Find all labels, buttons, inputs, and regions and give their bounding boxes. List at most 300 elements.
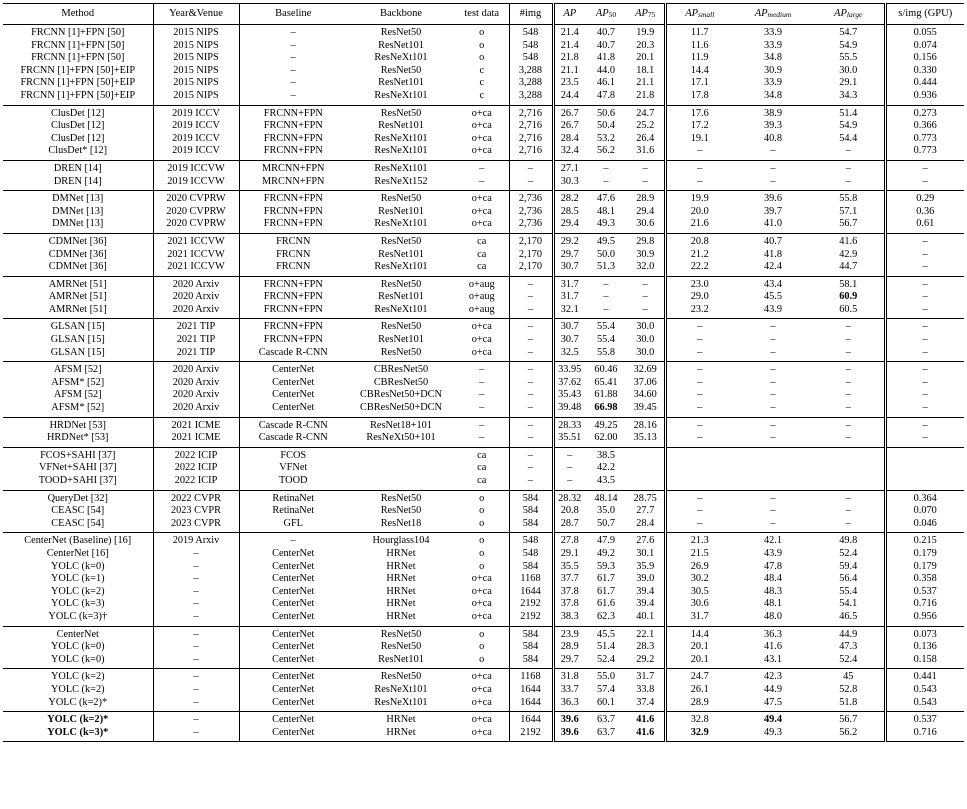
cell-img: – (509, 475, 553, 490)
cell-baseline: FRCNN+FPN (263, 205, 323, 217)
cell-ap-large: 54.9 (813, 40, 885, 53)
cell-ap: 28.4 (560, 132, 579, 144)
cell-speed: 0.158 (913, 653, 937, 665)
cell-img: 3,288 (509, 65, 553, 78)
cell-method: YOLC (k=1) (3, 573, 153, 586)
cell-ap-medium: – (770, 321, 776, 333)
header-year-venue: Year&Venue (153, 4, 239, 25)
cell-ap: 28.9 (560, 641, 579, 653)
cell-ap-medium: 48.1 (763, 598, 783, 610)
cell-year-venue: 2021 ICME (153, 432, 239, 447)
cell-baseline: FRCNN+FPN (263, 303, 323, 315)
cell-img: 548 (509, 533, 553, 548)
cell-ap-large: 54.4 (813, 133, 885, 146)
cell-backbone: CBResNet50 (373, 376, 429, 388)
cell-ap-medium: 39.3 (763, 120, 783, 132)
cell-ap50: 56.2 (596, 145, 616, 157)
cell-ap: 21.1 (560, 64, 579, 76)
cell-backbone: ResNeXt101 (374, 261, 428, 273)
cell-method: ClusDet [12] (3, 120, 153, 133)
cell-ap50: 55.8 (596, 346, 616, 358)
cell-ap-medium: 30.9 (763, 64, 783, 76)
table-group (3, 25, 964, 106)
cell-ap: 30.3 (560, 175, 579, 187)
cell-baseline: CenterNet (272, 696, 315, 708)
cell-img: 3,288 (509, 77, 553, 90)
cell-ap75: 41.6 (627, 712, 665, 727)
cell-ap50: – (603, 291, 609, 303)
cell-backbone: ResNet50 (380, 321, 422, 333)
cell-img: 2,736 (509, 206, 553, 219)
cell-test-data: c (455, 90, 509, 105)
cell-backbone: HRNet (386, 547, 416, 559)
cell-speed: – (922, 291, 928, 303)
cell-speed: – (922, 334, 928, 346)
table-row (3, 447, 964, 462)
cell-baseline: CenterNet (272, 389, 315, 401)
cell-method: FRCNN [1]+FPN [50] (3, 52, 153, 65)
cell-method: FCOS+SAHI [37] (3, 447, 153, 462)
cell-ap: 32.5 (560, 346, 579, 358)
cell-ap: 32.4 (560, 145, 579, 157)
cell-test-data: o+ca (455, 712, 509, 727)
cell-baseline: CenterNet (272, 560, 315, 572)
header-ap50-main: AP (595, 8, 609, 19)
cell-ap-large: 51.8 (813, 697, 885, 712)
cell-ap: 21.4 (560, 27, 579, 38)
cell-ap75: 30.6 (627, 218, 665, 233)
cell-ap50: 60.1 (596, 696, 616, 708)
cell-ap: – (567, 475, 573, 486)
cell-method: GLSAN [15] (3, 347, 153, 362)
cell-ap-medium (733, 447, 813, 462)
table-row (3, 505, 964, 518)
cell-img: 2192 (509, 727, 553, 742)
cell-ap-medium: – (770, 492, 776, 504)
cell-ap75: 28.9 (627, 191, 665, 206)
cell-test-data: o+aug (455, 276, 509, 291)
cell-year-venue: – (153, 586, 239, 599)
cell-ap-small: – (697, 505, 703, 517)
cell-ap75: 25.2 (627, 120, 665, 133)
cell-year-venue: 2022 ICIP (153, 462, 239, 475)
cell-backbone: HRNet (386, 610, 416, 622)
cell-speed: 0.073 (913, 628, 937, 640)
table-row (3, 626, 964, 641)
table-group (3, 626, 964, 669)
cell-speed: – (922, 235, 928, 247)
cell-ap: 35.51 (558, 432, 582, 444)
cell-test-data: – (455, 432, 509, 447)
cell-test-data: o (455, 505, 509, 518)
cell-ap: 37.7 (560, 573, 579, 585)
cell-ap: 39.48 (558, 402, 582, 414)
cell-ap-large: 34.3 (813, 90, 885, 105)
cell-ap50: – (603, 162, 609, 174)
cell-ap75: 39.0 (627, 573, 665, 586)
cell-baseline: Cascade R-CNN (258, 432, 328, 444)
cell-backbone: ResNet50 (380, 492, 422, 504)
cell-img: 2192 (509, 598, 553, 611)
cell-method: VFNet+SAHI [37] (3, 462, 153, 475)
cell-method: CEASC [54] (3, 505, 153, 518)
cell-backbone: ResNet50 (380, 641, 422, 653)
cell-ap75: 29.8 (627, 233, 665, 248)
cell-ap-small: 21.3 (690, 535, 709, 547)
cell-speed: 0.364 (913, 492, 937, 504)
cell-img: 2,736 (509, 218, 553, 233)
cell-year-venue: – (153, 697, 239, 712)
table-group (3, 362, 964, 417)
cell-speed: – (922, 278, 928, 290)
cell-backbone: ResNeXt152 (374, 175, 428, 187)
cell-ap-medium: 40.7 (763, 235, 783, 247)
cell-img: 1644 (509, 684, 553, 697)
cell-img: 584 (509, 626, 553, 641)
cell-ap-small: – (697, 334, 703, 346)
table-row (3, 669, 964, 684)
cell-speed: 0.179 (913, 560, 937, 572)
cell-ap50: 46.1 (596, 77, 616, 89)
cell-baseline: CenterNet (272, 641, 315, 653)
cell-ap-large: 60.9 (813, 291, 885, 304)
cell-backbone: ResNet18 (380, 517, 422, 529)
cell-year-venue: 2019 ICCVW (153, 160, 239, 175)
cell-speed: 0.543 (913, 696, 937, 708)
table-row (3, 25, 964, 40)
cell-ap-small (665, 475, 733, 490)
header-ap-medium (733, 4, 813, 25)
table-row (3, 291, 964, 304)
cell-ap-large: 29.1 (813, 77, 885, 90)
cell-baseline: CenterNet (272, 573, 315, 585)
cell-ap-large: 56.7 (813, 712, 885, 727)
cell-ap50: – (603, 278, 609, 290)
cell-ap50: 49.25 (594, 419, 618, 431)
cell-year-venue: – (153, 654, 239, 669)
cell-ap-small: – (697, 432, 703, 444)
cell-baseline: FCOS (280, 449, 307, 461)
cell-method: TOOD+SAHI [37] (3, 475, 153, 490)
cell-baseline: CenterNet (272, 671, 315, 683)
cell-ap75: 28.75 (627, 490, 665, 505)
cell-speed: 0.156 (913, 52, 937, 64)
cell-year-venue: 2015 NIPS (153, 77, 239, 90)
cell-baseline: FRCNN+FPN (263, 321, 323, 333)
cell-ap50: 50.6 (596, 107, 616, 119)
cell-speed: 0.716 (913, 598, 937, 610)
cell-backbone: ResNet101 (378, 39, 424, 51)
cell-ap-large: 56.2 (813, 727, 885, 742)
cell-ap-medium: 44.9 (763, 683, 783, 695)
table-group (3, 490, 964, 533)
cell-ap-small: 30.6 (690, 598, 709, 610)
cell-ap75: 37.06 (627, 377, 665, 390)
cell-ap75: 27.7 (627, 505, 665, 518)
cell-ap: 23.5 (560, 77, 579, 89)
cell-ap50: 50.7 (596, 517, 616, 529)
cell-method: ClusDet* [12] (3, 145, 153, 160)
cell-method: QueryDet [32] (3, 490, 153, 505)
cell-ap-small: 21.6 (690, 218, 709, 230)
cell-year-venue: 2021 ICCVW (153, 249, 239, 262)
cell-img: 2,716 (509, 145, 553, 160)
cell-img: 1168 (509, 669, 553, 684)
cell-baseline: RetinaNet (272, 492, 315, 504)
cell-speed: 0.716 (913, 726, 937, 738)
cell-ap-medium: – (770, 145, 776, 157)
cell-test-data: o (455, 533, 509, 548)
cell-img: 2,170 (509, 249, 553, 262)
cell-ap: – (567, 462, 573, 474)
cell-ap-large: 44.9 (813, 626, 885, 641)
cell-method: YOLC (k=0) (3, 561, 153, 574)
cell-year-venue: 2015 NIPS (153, 25, 239, 40)
table-row (3, 276, 964, 291)
cell-speed: – (922, 389, 928, 401)
header-ap75-main: AP (635, 8, 648, 19)
cell-ap-small: 22.2 (690, 261, 709, 273)
cell-ap75: 24.7 (627, 105, 665, 120)
cell-method: FRCNN [1]+FPN [50] (3, 25, 153, 40)
cell-baseline: – (290, 52, 296, 64)
header-method: Method (3, 4, 153, 25)
cell-ap75: 29.2 (627, 654, 665, 669)
cell-year-venue: 2019 ICCV (153, 133, 239, 146)
cell-baseline: FRCNN (276, 261, 311, 273)
cell-ap-large: – (813, 334, 885, 347)
cell-test-data: o (455, 654, 509, 669)
cell-ap-large: – (813, 432, 885, 447)
header-img: #img (509, 4, 553, 25)
cell-baseline: MRCNN+FPN (262, 175, 325, 187)
cell-ap-large: – (813, 389, 885, 402)
cell-year-venue: 2020 CVPRW (153, 218, 239, 233)
cell-ap: 21.4 (560, 39, 579, 51)
cell-ap-small: 32.8 (690, 714, 709, 726)
cell-ap-medium (733, 475, 813, 490)
table-row (3, 233, 964, 248)
table-row (3, 334, 964, 347)
cell-ap75: 30.9 (627, 249, 665, 262)
cell-ap-large: 55.5 (813, 52, 885, 65)
cell-speed: – (922, 432, 928, 444)
cell-backbone (347, 447, 455, 462)
cell-year-venue: 2020 Arxiv (153, 276, 239, 291)
table-row (3, 145, 964, 160)
cell-ap: 28.7 (560, 517, 579, 529)
cell-img: – (509, 402, 553, 417)
cell-ap: 31.8 (560, 671, 579, 683)
cell-backbone: ResNet101 (378, 653, 424, 665)
cell-ap: 35.43 (558, 389, 582, 401)
cell-ap75: 37.4 (627, 697, 665, 712)
cell-backbone: HRNet (386, 726, 416, 738)
cell-test-data: o+ca (455, 120, 509, 133)
cell-ap-small: 17.6 (690, 107, 709, 119)
cell-speed: 0.773 (913, 145, 937, 157)
table-row (3, 362, 964, 377)
cell-baseline: FRCNN (276, 248, 311, 260)
cell-test-data: – (455, 176, 509, 191)
cell-img: 584 (509, 505, 553, 518)
cell-ap-medium: – (770, 334, 776, 346)
cell-ap-medium: 43.1 (763, 653, 783, 665)
cell-test-data: o+ca (455, 697, 509, 712)
cell-ap50: 48.14 (594, 492, 618, 504)
cell-ap-large: 57.1 (813, 206, 885, 219)
cell-backbone: HRNet (386, 714, 416, 726)
cell-ap: 29.7 (560, 653, 579, 665)
table-row (3, 684, 964, 697)
table-row (3, 249, 964, 262)
cell-ap-small: 20.1 (690, 653, 709, 665)
cell-year-venue: 2022 CVPR (153, 490, 239, 505)
cell-img: – (509, 432, 553, 447)
cell-backbone: CBResNet50+DCN (360, 389, 442, 401)
cell-test-data: o+ca (455, 334, 509, 347)
cell-method: GLSAN [15] (3, 319, 153, 334)
cell-speed: 0.074 (913, 39, 937, 51)
header-baseline: Baseline (275, 8, 312, 19)
header-ap-large-main: AP (834, 8, 847, 19)
cell-year-venue: 2015 NIPS (153, 40, 239, 53)
cell-method: YOLC (k=2)* (3, 697, 153, 712)
table-row (3, 586, 964, 599)
cell-ap-medium: – (770, 376, 776, 388)
cell-ap-large: 52.4 (813, 654, 885, 669)
cell-backbone: ResNeXt101 (374, 145, 428, 157)
cell-ap-small: – (697, 492, 703, 504)
table-row (3, 77, 964, 90)
cell-ap-large: 60.5 (813, 304, 885, 319)
table-group (3, 669, 964, 712)
cell-ap75: 21.1 (627, 77, 665, 90)
cell-year-venue: 2019 ICCV (153, 105, 239, 120)
cell-ap50: 35.0 (596, 505, 616, 517)
cell-img: – (509, 334, 553, 347)
cell-baseline: FRCNN (276, 235, 311, 247)
cell-test-data: c (455, 65, 509, 78)
cell-ap: 28.2 (560, 193, 579, 205)
cell-method: GLSAN [15] (3, 334, 153, 347)
table-row (3, 697, 964, 712)
cell-ap75: – (627, 160, 665, 175)
table-group (3, 233, 964, 276)
cell-ap50: 45.5 (596, 628, 616, 640)
cell-img: – (509, 417, 553, 432)
cell-baseline: FRCNN+FPN (263, 132, 323, 144)
table-group (3, 447, 964, 490)
cell-baseline: FRCNN+FPN (263, 107, 323, 119)
table-row (3, 90, 964, 105)
cell-baseline: – (290, 535, 296, 547)
cell-test-data: ca (455, 249, 509, 262)
cell-year-venue: – (153, 669, 239, 684)
cell-test-data: ca (455, 475, 509, 490)
cell-ap-medium: – (770, 505, 776, 517)
cell-year-venue: 2022 ICIP (153, 475, 239, 490)
cell-baseline: CenterNet (272, 376, 315, 388)
table-row (3, 160, 964, 175)
table-row (3, 561, 964, 574)
cell-speed: – (922, 364, 928, 376)
cell-ap50: 48.1 (596, 205, 616, 217)
cell-ap-large: 59.4 (813, 561, 885, 574)
cell-ap-large: 56.7 (813, 218, 885, 233)
cell-backbone: ResNet50 (380, 64, 422, 76)
cell-ap75: – (627, 176, 665, 191)
cell-ap-medium: 49.3 (763, 726, 783, 738)
cell-baseline: – (290, 89, 296, 101)
cell-img: 548 (509, 52, 553, 65)
cell-img: – (509, 377, 553, 390)
cell-speed: 0.273 (913, 107, 937, 119)
cell-ap-small: – (697, 346, 703, 358)
cell-ap75: 35.13 (627, 432, 665, 447)
cell-img: 2,170 (509, 233, 553, 248)
cell-ap: 31.7 (560, 291, 579, 303)
cell-speed: 0.956 (913, 610, 937, 622)
cell-speed: 0.215 (913, 535, 937, 547)
cell-ap-large: – (813, 319, 885, 334)
cell-backbone: ResNet50 (380, 235, 422, 247)
cell-ap-medium: 48.0 (763, 610, 783, 622)
cell-ap75: 30.0 (627, 347, 665, 362)
cell-backbone: ResNeXt101 (374, 132, 428, 144)
cell-year-venue: – (153, 684, 239, 697)
cell-speed: – (922, 303, 928, 315)
cell-img: 1644 (509, 586, 553, 599)
cell-method: ClusDet [12] (3, 133, 153, 146)
cell-img: – (509, 347, 553, 362)
cell-year-venue: 2021 TIP (153, 319, 239, 334)
cell-ap75: 34.60 (627, 389, 665, 402)
cell-speed: 0.29 (916, 193, 935, 205)
cell-method: HRDNet [53] (3, 417, 153, 432)
cell-ap: 30.7 (560, 321, 579, 333)
table-row (3, 218, 964, 233)
cell-method: AFSM [52] (3, 389, 153, 402)
cell-speed: 0.136 (913, 641, 937, 653)
cell-ap-medium: 41.0 (763, 218, 783, 230)
cell-img: – (509, 291, 553, 304)
cell-backbone: ResNeXt50+101 (366, 432, 436, 444)
cell-speed: 0.055 (913, 27, 937, 38)
cell-ap-small: – (697, 364, 703, 376)
cell-baseline: GFL (283, 517, 303, 529)
cell-backbone: ResNet101 (378, 248, 424, 260)
cell-ap-large: 51.4 (813, 105, 885, 120)
cell-ap-medium: 48.4 (763, 573, 783, 585)
cell-year-venue: 2020 Arxiv (153, 304, 239, 319)
table-row (3, 347, 964, 362)
cell-year-venue: 2019 Arxiv (153, 533, 239, 548)
cell-test-data: o (455, 518, 509, 533)
cell-ap-large (813, 447, 885, 462)
table-row (3, 518, 964, 533)
cell-ap50: 55.4 (596, 321, 616, 333)
cell-ap-large: – (813, 518, 885, 533)
table-row (3, 432, 964, 447)
cell-backbone: ResNeXt101 (374, 89, 428, 101)
cell-ap-medium (733, 462, 813, 475)
header-ap-large-sub: large (846, 10, 863, 19)
cell-ap75: 30.1 (627, 548, 665, 561)
cell-speed (885, 475, 964, 490)
cell-method: CDMNet [36] (3, 249, 153, 262)
cell-ap: 26.7 (560, 120, 579, 132)
